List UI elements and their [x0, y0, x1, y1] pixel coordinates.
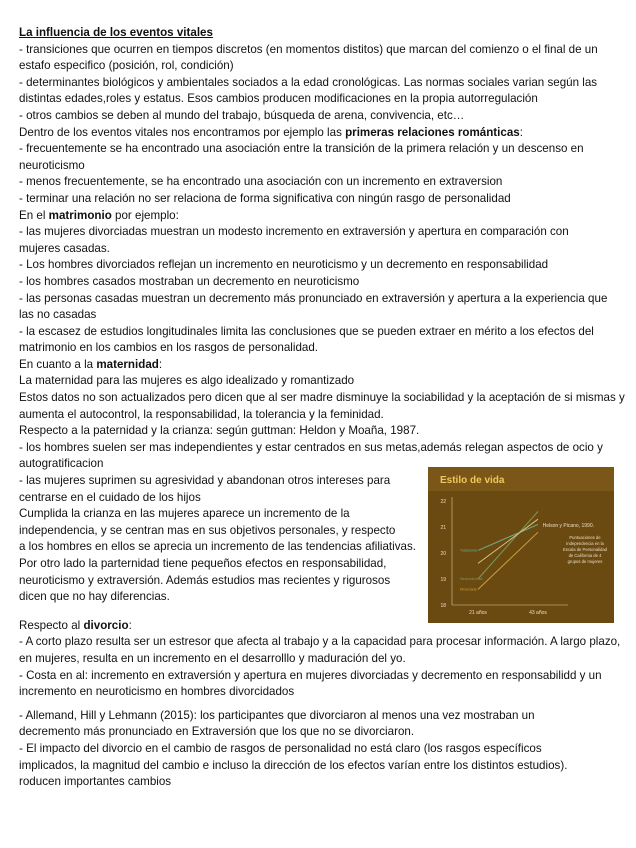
paragraph-line: - A corto plazo resulta ser un estresor que afecta al trabajo y a la capacidad para procesar información. A largo plazo, [19, 635, 621, 649]
intro-text: : [128, 618, 132, 632]
paragraph-line: - la escasez de estudios longitudinales limita las conclusiones que se pueden extraer en mérito a los efectos del [19, 324, 594, 338]
intro-bold-term: primeras relaciones románticas [345, 125, 520, 139]
y-tick-label: 19 [440, 577, 446, 583]
estilo-de-vida-chart [428, 467, 614, 623]
paragraph-line: autogratificacion [19, 457, 104, 471]
paragraph-line: Estos datos no son actualizados pero dicen que al ser madre disminuye la sociabilidad y la aceptación de si mismas y [19, 391, 625, 405]
intro-bold-term: maternidad [96, 357, 159, 371]
paragraph-line: estafo especifico (posición, rol, condición) [19, 59, 234, 73]
section-intro-matrimonio [19, 208, 619, 225]
section-intro-maternidad [19, 357, 619, 374]
annotation-line: grupos de mujeres [567, 559, 603, 564]
chart-annotation-title: Helson y Picano, 1990. [542, 523, 594, 529]
paragraph-line: mujeres casadas. [19, 241, 110, 255]
paragraph-line: las no casadas [19, 308, 97, 322]
paragraph-line: neuroticismo [19, 158, 85, 172]
annotation-line: de California de 4 [568, 553, 602, 558]
paragraph-line: - Los hombres divorciados reflejan un incremento en neuroticismo y un decremento en responsabilidad [19, 258, 549, 272]
paragraph-line: La maternidad para las mujeres es algo idealizado y romantizado [19, 374, 355, 388]
paragraph-line: - las mujeres suprimen su agresividad y abandonan otros intereses para [19, 474, 391, 488]
paragraph-line: - las personas casadas muestran un decremento más pronunciado en extraversión y apertura a la experiencia que [19, 291, 608, 305]
intro-text: En el [19, 208, 49, 222]
intro-bold-term: divorcio [83, 618, 129, 632]
series-label: Divorciada [460, 587, 477, 592]
chart-svg [428, 467, 614, 623]
annotation-line: Puntuaciones de [569, 535, 601, 540]
series-label: Tradicional [460, 548, 477, 553]
intro-text: : [519, 125, 523, 139]
paragraph-line: - los hombres casados mostraban un decremento en neuroticismo [19, 274, 360, 288]
paragraph-line: distintas edades,roles y estatus. Esos cambios producen modificaciones en la propia autorregulación [19, 92, 538, 106]
paragraph-line: - las mujeres divorciadas muestran un modesto incremento en extraversión y apertura en comparación con [19, 225, 569, 239]
y-tick-label: 21 [440, 525, 446, 531]
paragraph-line: - menos frecuentemente, se ha encontrado una asociación con un incremento en extraversion [19, 175, 503, 189]
intro-bold-term: matrimonio [48, 208, 112, 222]
paragraph-line: Por otro lado la parternidad tiene pequeños efectos en responsabilidad, [19, 557, 387, 570]
paragraph-line: aumenta el autocontrol, la responsabilidad, la tolerancia y la feminidad. [19, 407, 384, 421]
annotation-line: Escala de Personalidad [563, 547, 607, 552]
intro-text: Respecto al [19, 618, 84, 632]
paragraph-line: centrarse en el cuidado de los hijos [19, 490, 201, 504]
paragraph-line: dicen que no hay diferencias. [19, 590, 170, 604]
paragraph-line: - otros cambios se deben al mundo del trabajo, búsqueda de arena, convivencia, etc… [19, 108, 465, 122]
y-tick-label: 22 [440, 499, 446, 505]
paragraph-line: - determinantes biológicos y ambientales sociados a la edad cronológicas. Las normas sociales varian según las [19, 75, 598, 89]
x-tick-label: 21 años [469, 610, 487, 616]
paragraph-line: - El impacto del divorcio en el cambio de rasgos de personalidad no está claro (los rasgos específicos [19, 741, 542, 755]
paragraph-line: - transiciones que ocurren en tiempos discretos (en momentos distitos) que marcan del comienzo o el final de un [19, 42, 598, 56]
paragraph-line: decremento más pronunciado en Extraversión que los que no se divorciaron. [19, 725, 415, 739]
paragraph-line: implicados, la magnitud del cambio e incluso la dirección de los efectos varían entre los distintos estudios). [19, 758, 568, 772]
y-tick-label: 20 [440, 551, 446, 557]
paragraph-line: a los hombres en ellos se aprecia un incremento de las tendencias afiliativas. [19, 540, 416, 554]
paragraph-line: incremento en neuroticismo en hombres divorcidados [19, 685, 295, 699]
paragraph-line: independencia, y se centran mas en sus objetivos personales, y respecto [19, 523, 396, 537]
chart-title: Estilo de vida [440, 475, 505, 486]
paragraph-line: - los hombres suelen ser mas independientes y estar centrados en sus metas,además relegan aspectos de ocio y [19, 440, 603, 454]
paragraph-line: matrimonio en los cambios en los rasgos de personalidad. [19, 341, 319, 355]
x-tick-label: 43 años [529, 610, 547, 616]
paragraph-line: - terminar una relación no ser relaciona de forma significativa con ningún rasgo de personalidad [19, 191, 511, 205]
paragraph-line: - Allemand, Hill y Lehmann (2015): los participantes que divorciaron al menos una vez mostraban un [19, 708, 535, 722]
annotation-line: Independencia en la [566, 541, 604, 546]
series-label: Neotradicional [460, 577, 483, 581]
paragraph-line: neuroticismo y extraversión. Además estudios mas recientes y rigurosos [19, 573, 391, 587]
intro-text: por ejemplo: [111, 208, 179, 222]
section-intro-relaciones [19, 125, 619, 142]
document-body [19, 25, 625, 791]
document-title: La influencia de los eventos vitales [19, 26, 213, 39]
paragraph-line: Cumplida la crianza en las mujeres aparece un incremento de la [19, 507, 350, 521]
paragraph-line: en mujeres, resulta en un incremento en el desarrolllo y maduración del yo. [19, 651, 406, 665]
intro-text: Dentro de los eventos vitales nos encontramos por ejemplo las [19, 125, 346, 139]
paragraph-line: Respecto a la paternidad y la crianza: según guttman: Heldon y Moaña, 1987. [19, 424, 420, 438]
paragraph-line: - frecuentemente se ha encontrado una asociación entre la transición de la primera relación y un descenso en [19, 142, 584, 156]
y-tick-label: 18 [440, 603, 446, 609]
intro-text: En cuanto a la [19, 357, 97, 371]
paragraph-line: - Costa en al: incremento en extraversión y apertura en mujeres divorciadas y decremento en responsabilidd y un [19, 668, 602, 682]
paragraph-line: roducen importantes cambios [19, 775, 172, 789]
intro-text: : [158, 357, 163, 371]
